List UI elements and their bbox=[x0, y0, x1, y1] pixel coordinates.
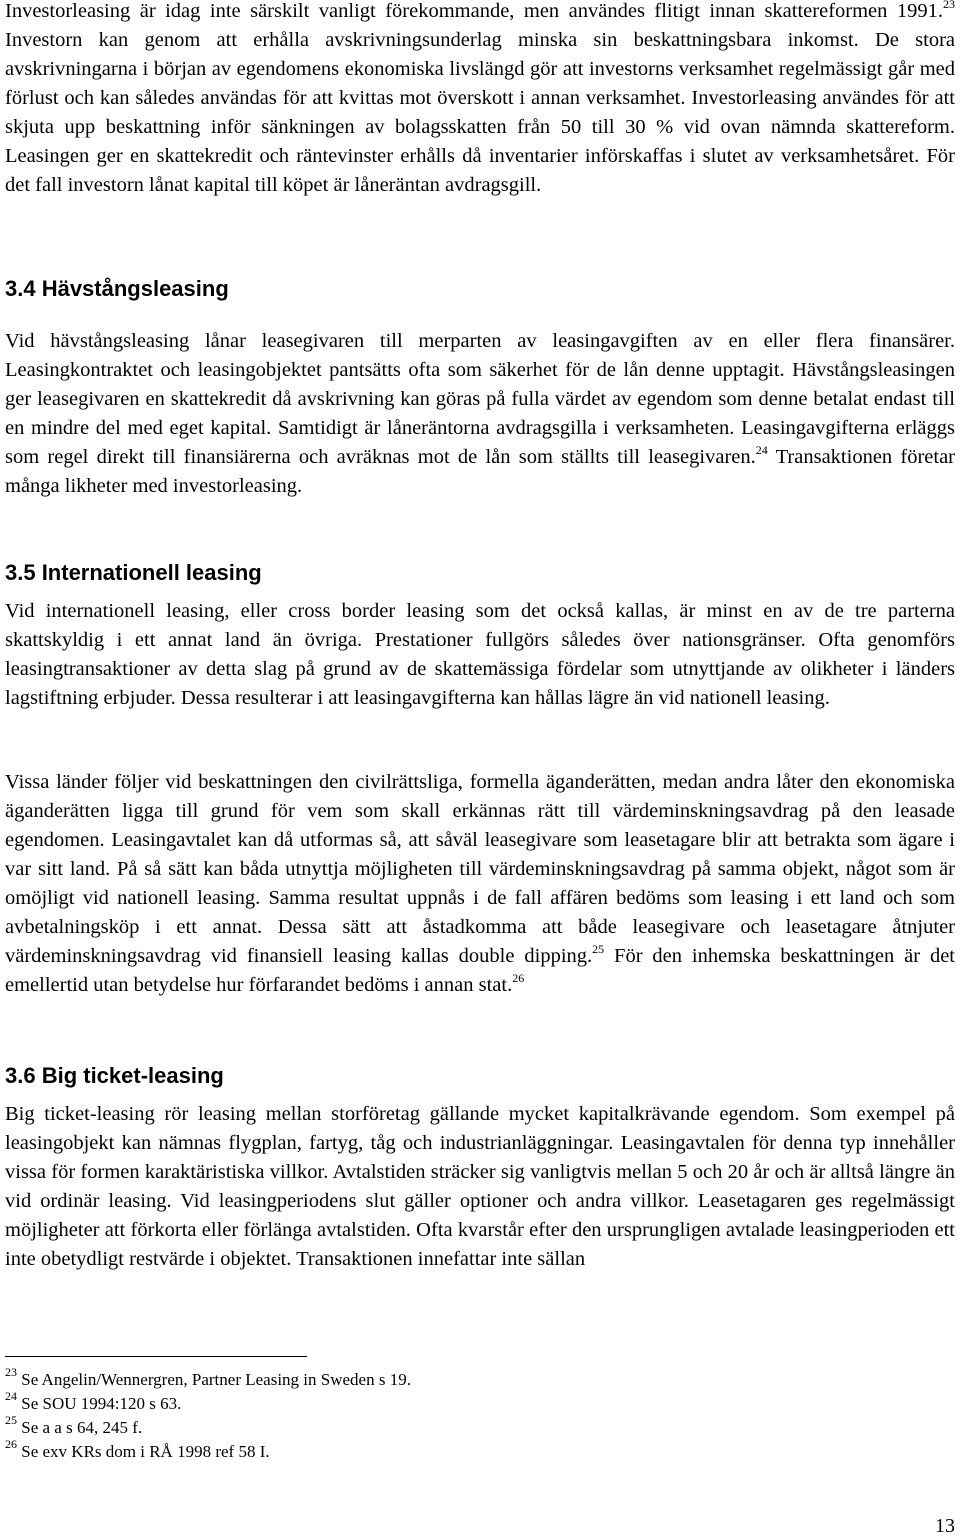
footnote-text: Se a a s 64, 245 f. bbox=[17, 1418, 143, 1437]
footnote-ref-25: 25 bbox=[592, 942, 605, 956]
footnote-ref-24: 24 bbox=[755, 443, 768, 457]
page-number: 13 bbox=[935, 1515, 955, 1537]
paragraph-double-dipping bbox=[5, 768, 955, 1000]
footnote-25 bbox=[5, 1413, 705, 1440]
footnote-ref-26: 26 bbox=[512, 971, 525, 985]
paragraph-text: Vissa länder följer vid beskattningen den civilrättsliga, formella äganderätten, medan andra låter den ekonomiska äganderätten ligga till grund för vem som skall erkännas rätt till värdeminskningsavdrag på den leasade egendomen. Leasingavtalet kan då utformas så, att såväl leasegivare som leasetagare blir att betrakta som ägare i var sitt land. På så sätt kan båda utnyttja möjligheten till värdeminskningsavdrag på samma objekt, något som är omöjligt vid nationell leasing. Samma resultat uppnås i de fall affären bedöms som leasing i ett land och som avbetalningsköp i ett annat. Dessa sätt att åstadkomma att både leasegivare och leasetagare åtnjuter värdeminskningsavdrag vid finansiell leasing kallas double dipping. bbox=[5, 771, 955, 967]
footnote-number: 23 bbox=[5, 1365, 17, 1379]
footnotes bbox=[5, 1365, 705, 1464]
paragraph-text: Vid hävstångsleasing lånar leasegivaren till merparten av leasingavgiften av en eller flera finansärer. Leasingkontraktet och leasingobjektet pantsätts ofta som säkerhet för de lån denne upptagit. Hävstångsleasingen ger leasegivaren en skattekredit då avskrivning kan göras på fulla värdet av egendom som denne betalat endast till en mindre del med eget kapital. Samtidigt är låneräntorna avdragsgilla i verksamheten. Leasingavgifterna erläggs som regel direkt till finansiärerna och avräknas mot de lån som ställts till leasegivaren. bbox=[5, 330, 955, 468]
footnote-text: Se SOU 1994:120 s 63. bbox=[17, 1394, 182, 1413]
footnote-number: 24 bbox=[5, 1389, 17, 1403]
paragraph-text: Investorn kan genom att erhålla avskrivningsunderlag minska sin beskattningsbara inkomst. De stora avskrivningarna i början av egendomens ekonomiska livslängd gör att investorns verksamhet regelmässigt går med förlust och kan således användas för att kvittas mot överskott i annan verksamhet. Investorleasing användes för att skjuta upp beskattning inför sänkningen av bolagsskatten från 50 till 30 % vid ovan nämnda skattereform. Leasingen ger en skattekredit och räntevinster erhålls då inventarier införskaffas i slutet av verksamhetsåret. För det fall investorn lånat kapital till köpet är låneräntan avdragsgill. bbox=[5, 29, 955, 196]
footnote-26 bbox=[5, 1437, 705, 1464]
footnote-text: Se Angelin/Wennergren, Partner Leasing in Sweden s 19. bbox=[17, 1370, 411, 1389]
footnote-number: 25 bbox=[5, 1413, 17, 1427]
paragraph-internationell-leasing bbox=[5, 597, 955, 713]
footnote-text: Se exv KRs dom i RÅ 1998 ref 58 I. bbox=[17, 1442, 270, 1461]
section-heading-3-4: 3.4 Hävstångsleasing bbox=[5, 276, 229, 301]
paragraph-text: Investorleasing är idag inte särskilt vanligt förekommande, men användes flitigt innan skattereformen 1991. bbox=[5, 0, 943, 22]
footnote-24 bbox=[5, 1389, 705, 1416]
footnote-separator bbox=[5, 1356, 307, 1357]
paragraph-text: Transaktionen företar många likheter med investorleasing. bbox=[5, 446, 956, 497]
section-heading-3-5: 3.5 Internationell leasing bbox=[5, 560, 262, 585]
paragraph-havstangsleasing bbox=[5, 327, 955, 501]
paragraph-text: För den inhemska beskattningen är det emellertid utan betydelse hur förfarandet bedöms i annan stat. bbox=[5, 945, 955, 996]
section-heading-3-6: 3.6 Big ticket-leasing bbox=[5, 1063, 224, 1088]
paragraph-big-ticket-leasing bbox=[5, 1100, 955, 1274]
footnote-23 bbox=[5, 1365, 705, 1392]
paragraph-text: Vid internationell leasing, eller cross border leasing som det också kallas, är minst en av de tre parterna skattskyldig i ett annat land än övriga. Prestationer fullgörs således över nationsgränser. Ofta genomförs leasingtransaktioner av detta slag på grund av de skattemässiga fördelar som utnyttjande av olikheter i länders lagstiftning erbjuder. Dessa resulterar i att leasingavgifterna kan hållas lägre än vid nationell leasing. bbox=[5, 600, 955, 709]
paragraph-investorleasing bbox=[5, 0, 955, 200]
paragraph-text: Big ticket-leasing rör leasing mellan storföretag gällande mycket kapitalkrävande egendom. Som exempel på leasingobjekt kan nämnas flygplan, fartyg, tåg och industrianläggningar. Leasingavtalen för denna typ innehåller vissa för formen karaktäristiska villkor. Avtalstiden sträcker sig vanligtvis mellan 5 och 20 år och är alltså längre än vid ordinär leasing. Vid leasingperiodens slut gäller optioner och andra villkor. Leasetagaren ges regelmässigt möjligheter att förkorta eller förlänga avtalstiden. Ofta kvarstår efter den ursprungligen avtalade leasingperioden ett inte obetydligt restvärde i objektet. Transaktionen innefattar inte sällan bbox=[5, 1103, 955, 1270]
footnote-number: 26 bbox=[5, 1437, 17, 1451]
footnote-ref-23: 23 bbox=[943, 0, 955, 11]
